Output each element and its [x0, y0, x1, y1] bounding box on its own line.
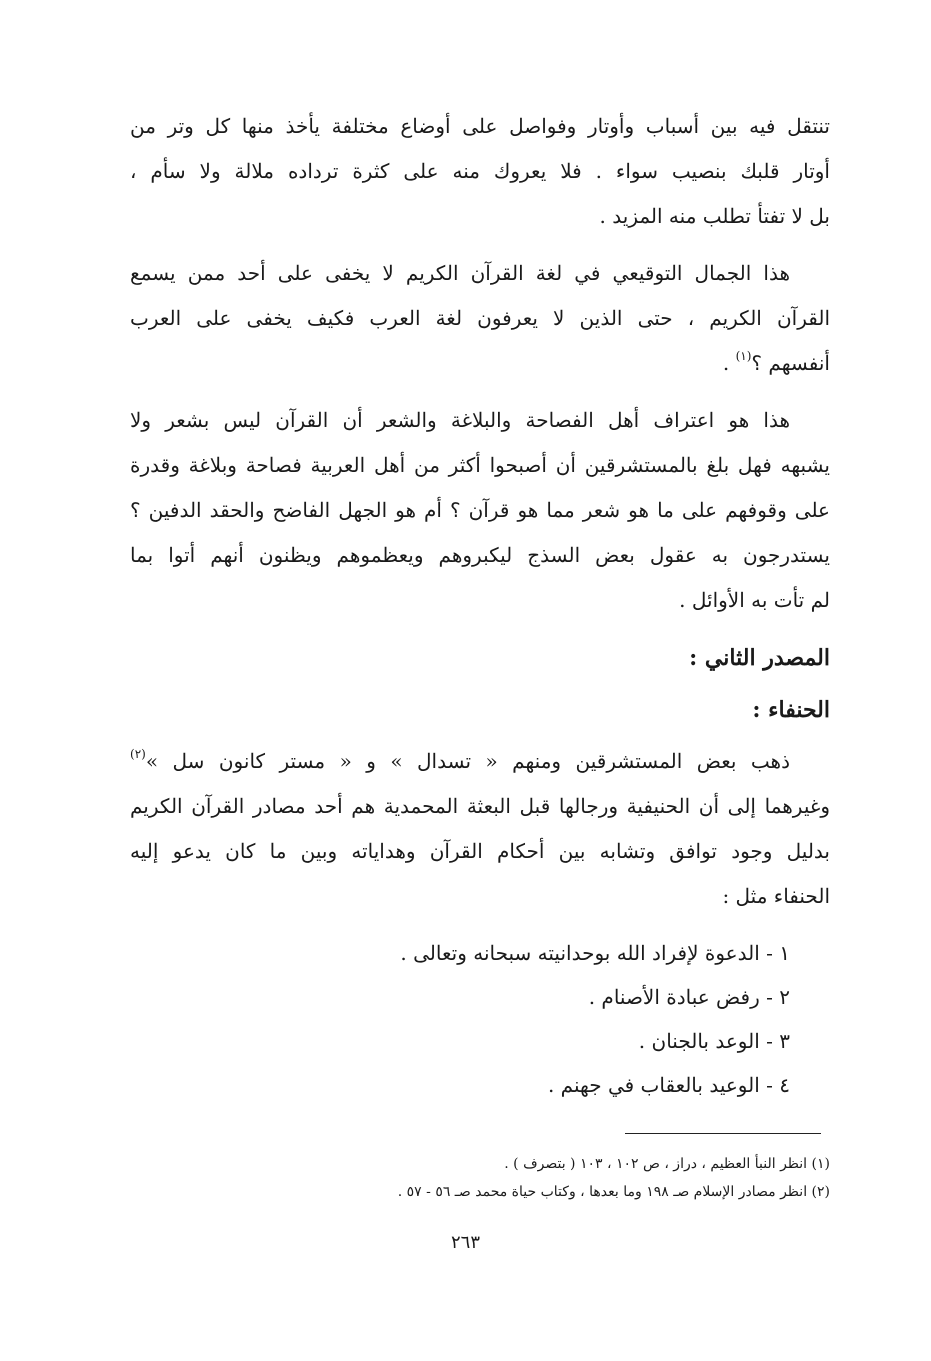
text-line: على وقوفهم على ما هو شعر مما هو قرآن ؟ أم هو الجهل الفاضح والحقد الدفين ؟ [130, 498, 830, 522]
text-segment: ذهب بعض المستشرقين ومنهم « تسدال » و « مستر كانون سل » [145, 749, 790, 773]
text-line: القرآن الكريم ، حتى الذين لا يعرفون لغة العرب فكيف يخفى على العرب [130, 306, 830, 330]
text-line: بدليل وجود توافق وتشابه بين أحكام القرآن وهداياته وبين ما كان يدعو إليه [130, 839, 830, 863]
numbered-list [130, 931, 830, 1107]
paragraph-2 [130, 251, 830, 386]
list-item: ١ - الدعوة لإفراد الله بوحدانيته سبحانه وتعالى . [400, 941, 790, 965]
paragraph-4 [130, 739, 830, 919]
footnote-divider [625, 1133, 821, 1134]
list-item: ٢ - رفض عبادة الأصنام . [588, 985, 790, 1009]
list-item: ٤ - الوعيد بالعقاب في جهنم . [547, 1073, 790, 1097]
text-line: هذا الجمال التوقيعي في لغة القرآن الكريم لا يخفى على أحد ممن يسمع [130, 261, 790, 285]
text-line: تنتقل فيه بين أسباب وأوتار وفواصل على أوضاع مختلفة يأخذ منها كل وتر من [130, 114, 830, 138]
footnote-ref-2: (٢) [130, 747, 146, 761]
text-segment: أنفسهم ؟ [751, 351, 830, 375]
text-line: الحنفاء مثل : [722, 884, 830, 908]
text-line [130, 739, 830, 784]
footnote-1: (١) انظر النبأ العظيم ، دراز ، ص ١٠٢ ، ١٠٣ ( بتصرف ) . [504, 1156, 830, 1172]
text-line: يستدرجون به عقول بعض السذج ليكبروهم ويعظموهم ويظنون أنهم أتوا بما [130, 543, 830, 567]
paragraph-3 [130, 398, 830, 623]
text-segment: . [722, 351, 736, 375]
text-line: هذا هو اعتراف أهل الفصاحة والبلاغة والشعر أن القرآن ليس بشعر ولا [130, 408, 790, 432]
text-line: أوتار قلبك بنصيب سواء . فلا يعروك منه على كثرة ترداده ملالة ولا سأم ، [130, 159, 830, 183]
footnote-2: (٢) انظر مصادر الإسلام صـ ١٩٨ وما بعدها ، وكتاب حياة محمد صـ ٥٦ - ٥٧ . [397, 1184, 830, 1200]
section-heading: المصدر الثاني : [689, 645, 830, 671]
text-line: لم تأت به الأوائل . [679, 588, 830, 612]
text-line: وغيرهما إلى أن الحنيفية ورجالها قبل البعثة المحمدية هم أحد مصادر القرآن الكريم [130, 794, 830, 818]
main-text [130, 104, 830, 1107]
footnote-ref-1: (١) [735, 349, 752, 363]
page-number: ٢٦٣ [450, 1232, 480, 1253]
subsection-heading: الحنفاء : [752, 697, 830, 723]
paragraph-1 [130, 104, 830, 239]
text-line [130, 341, 830, 386]
list-item: ٣ - الوعد بالجنان . [638, 1029, 790, 1053]
text-line: بل لا تفتأ تطلب منه المزيد . [599, 204, 830, 228]
footnotes [130, 1150, 830, 1206]
text-line: يشبهه فهل بلغ بالمستشرقين أن أصبحوا أكثر من أهل العربية فصاحة وبلاغة وقدرة [130, 453, 830, 477]
